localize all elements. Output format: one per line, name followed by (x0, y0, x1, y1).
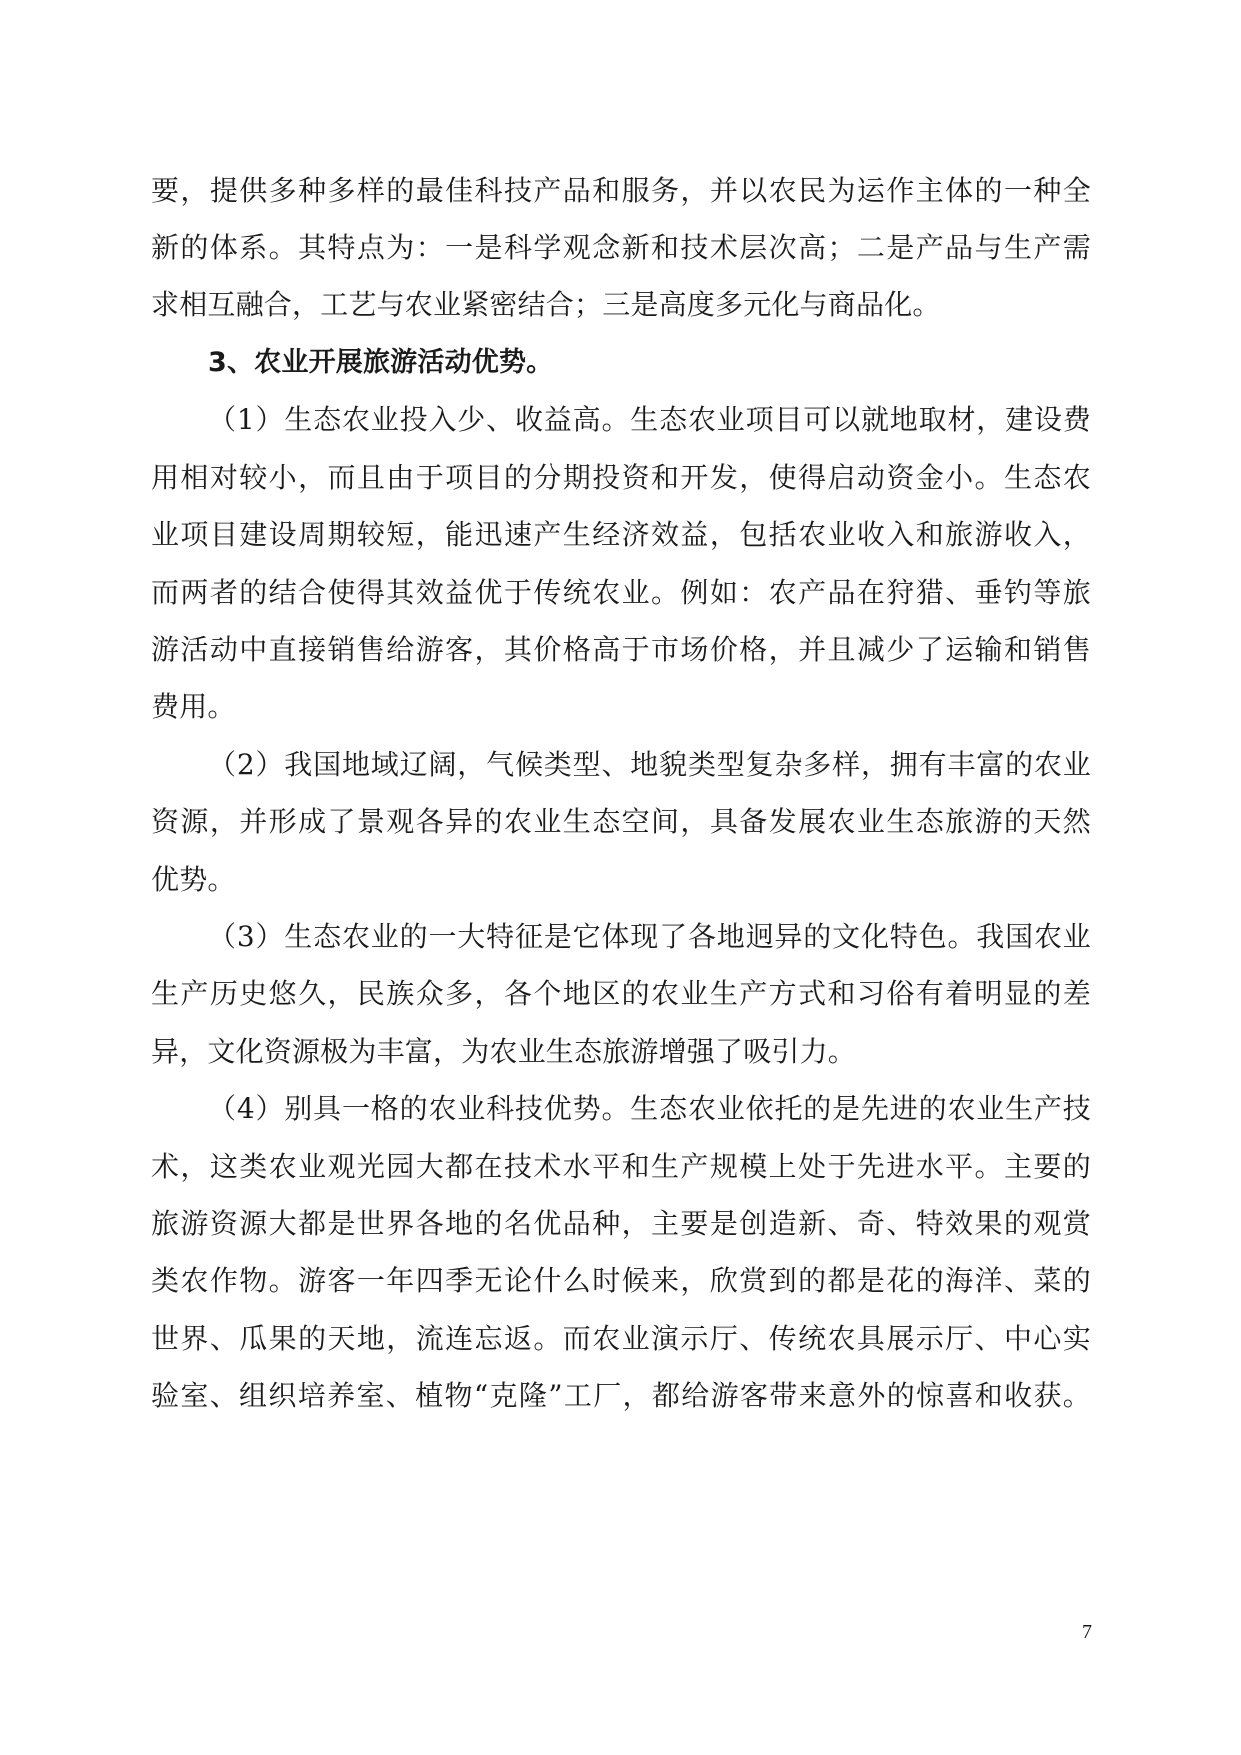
paragraph-first-line: （2）我国地域辽阔，气候类型、地貌类型复杂多样，拥有丰富的农业 (208, 748, 1091, 781)
document-page (151, 0, 1091, 1755)
body-line: 求相互融合，工艺与农业紧密结合；三是高度多元化与商品化。 (151, 288, 941, 321)
body-line: 要，提供多种多样的最佳科技产品和服务，并以农民为运作主体的一种全 (151, 174, 1091, 207)
body-line: 业项目建设周期较短，能迅速产生经济效益，包括农业收入和旅游收入， (151, 518, 1091, 551)
section-heading: 3、农业开展旅游活动优势。 (208, 347, 554, 378)
body-line: 用相对较小，而且由于项目的分期投资和开发，使得启动资金小。生态农 (151, 461, 1091, 494)
page-number: 7 (1082, 1621, 1092, 1643)
body-line: 异，文化资源极为丰富，为农业生态旅游增强了吸引力。 (151, 1035, 857, 1068)
body-line: 世界、瓜果的天地，流连忘返。而农业演示厅、传统农具展示厅、中心实 (151, 1322, 1091, 1355)
body-line: 费用。 (151, 690, 236, 723)
body-line: 类农作物。游客一年四季无论什么时候来，欣赏到的都是花的海洋、菜的 (151, 1264, 1091, 1297)
body-line: 游活动中直接销售给游客，其价格高于市场价格，并且减少了运输和销售 (151, 633, 1091, 666)
body-line: 资源，并形成了景观各异的农业生态空间，具备发展农业生态旅游的天然 (151, 805, 1091, 838)
paragraph-first-line: （3）生态农业的一大特征是它体现了各地迥异的文化特色。我国农业 (208, 920, 1091, 953)
body-line: 术，这类农业观光园大都在技术水平和生产规模上处于先进水平。主要的 (151, 1150, 1091, 1183)
body-line: 旅游资源大都是世界各地的名优品种，主要是创造新、奇、特效果的观赏 (151, 1207, 1091, 1240)
body-line: 验室、组织培养室、植物“克隆”工厂，都给游客带来意外的惊喜和收获。 (151, 1379, 1091, 1412)
body-line: 而两者的结合使得其效益优于传统农业。例如：农产品在狩猎、垂钓等旅 (151, 576, 1091, 609)
body-line: 新的体系。其特点为：一是科学观念新和技术层次高；二是产品与生产需 (151, 231, 1091, 264)
paragraph-first-line: （1）生态农业投入少、收益高。生态农业项目可以就地取材，建设费 (208, 403, 1091, 436)
body-line: 生产历史悠久，民族众多，各个地区的农业生产方式和习俗有着明显的差 (151, 977, 1091, 1010)
paragraph-first-line: （4）别具一格的农业科技优势。生态农业依托的是先进的农业生产技 (208, 1092, 1091, 1125)
body-line: 优势。 (151, 863, 236, 896)
